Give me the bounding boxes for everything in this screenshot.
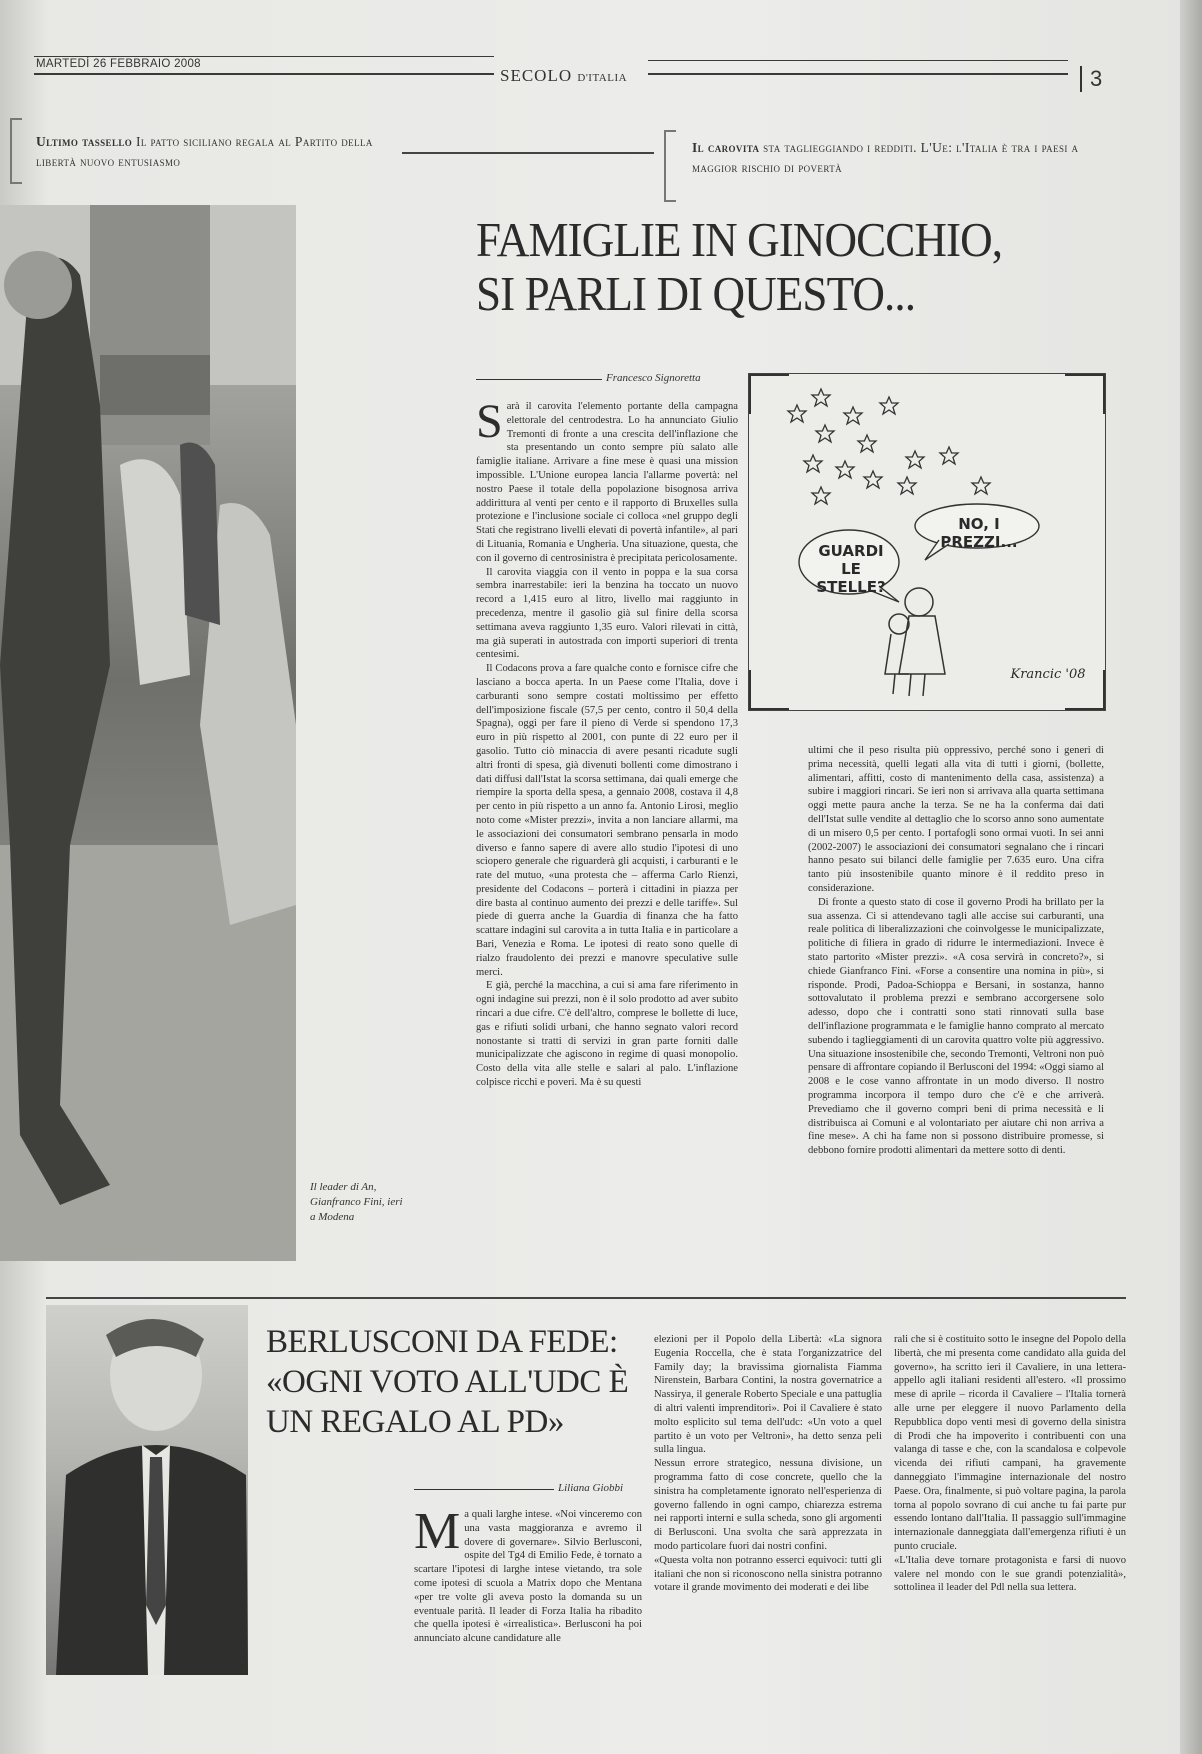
kicker-left-text: Il patto siciliano regala al Partito della libertà nuovo entusiasmo	[36, 134, 373, 169]
masthead-subtitle: D'ITALIA	[577, 72, 628, 84]
article2-column-2: elezioni per il Popolo della Libertà: «La signora Eugenia Roccella, che è stata l'organizzatrice del Family day; la bravissima giornalista Fiamma Nirenstein, Barbara Contini, la nostra governatrice a Nassirya, il generale Roberto Speciale e una pattuglia di altri valenti imprenditori». Poi il Cavaliere è stato molto esplicito sul tema dell'udc: «Un voto a quel partito è un voto per Veltroni», ha detto senza peli sulla lingua. Nessun errore strategico, nessuna divisione, un programma fatto di cose concrete, quello che la sinistra ha completamente ignorato nell'esperienza di governo fallendo in ogni campo, chiarezza estrema nei rapporti interni e sulla scheda, sono gli argomenti di Berlusconi. Una svolta che sarà apprezzata in modo particolare fuori dai nostri confini. «Questa volta non potranno esserci equivoci: tutti gli italiani che non si riconoscono nella sinistra potranno votare il grande movimento dei moderati e dei libe	[654, 1334, 882, 1594]
byline-2: Liliana Giobbi	[558, 1482, 624, 1494]
photo-berlusconi	[46, 1305, 248, 1675]
page-spine	[1180, 0, 1202, 1754]
cartoonist-signature: Krancic '08	[1010, 667, 1086, 682]
kicker-right-bracket	[664, 130, 676, 202]
paragraph: Il Codacons prova a fare qualche conto e fornisce cifre che lasciano a bocca aperta. In un Paese come l'Italia, dove i carburanti sono sempre costati moltissimo per effetto dell'imposizione fiscale (57,5 per cento, contro il 50,4 della Spagna), oggi per fare il pieno di Verde si spendono 17,3 euro in più rispetto al 2001, con punte di 22 euro per il gasolio. Tutto ciò minaccia di avere pesanti ricadute sugli altri fronti di spesa, già divenuti bollenti come dimostrano i dati diffusi dall'Istat la scorsa settimana, dai quali emerge che riempire la sporta della spesa, a gennaio 2008, costava il 4,8 per cento in più rispetto a un anno fa. Antonio Lirosi, meglio noto come «Mister prezzi», invita a non lanciare allarmi, ma le associazioni dei consumatori sembrano pensarla in modo diverso e fanno sapere di avere allo studio l'ipotesi di uno sciopero generale che riguarderà gli acquisti, i carburanti e le rate del mutuo, «una protesta che – afferma Carlo Rienzi, presidente del Codacons – porterà i cittadini in piazza per dire basta al continuo aumento dei prezzi e delle tariffe». Sul piede di guerra anche la Guardia di finanza che ha fatto scattare indagini sul carovita a in tutta Italia e in particolare a Bari, Venezia e Roma. Le ipotesi di reato sono quelle di rialzo fraudolento dei prezzi e manovre speculative sulle merci.	[476, 663, 738, 978]
article-column-2	[808, 744, 1104, 1272]
bubble-no-prezzi: NO, I PREZZI...	[940, 515, 1018, 551]
paragraph: E già, perché la macchina, a cui si ama fare riferimento in ogni indagine sui prezzi, non è il solo prodotto ad aver subito rincari a due cifre. C'è dell'altro, comprese le bollette di luce, gas e rifiuti solidi urbani, che hanno segnato valori record nonostante si tratti di servizi in gran parte forniti dalle municipalizzate che agiscono in regime di quasi monopolio. Costo della vita alle stelle e salari al palo. L'inflazione colpisce ricchi e poveri. Ma è su questi	[476, 980, 738, 1089]
paragraph: ultimi che il peso risulta più oppressivo, perché sono i generi di prima necessità, quelli legati alla vita di tutti i giorni, (bollette, alimentari, affitti, costo di mantenimento della casa, assistenza) a subire i maggiori rincari. Se ieri non si arrivava alla quarta settimana oggi mette paura anche la terza. Se ne ha la conferma dai dati dell'Istat sulle vendite al dettaglio che lo scorso anno sono aumentate di un misero 0,5 per cento. I portafogli sono ormai vuoti. In sei anni (2002-2007) le associazioni dei consumatori segnalano che i rincari hanno pesato sui bilanci delle famiglie per 7.635 euro. Una cifra tanto più insostenibile quanto minore è il reddito preso in considerazione.	[808, 745, 1104, 894]
kicker-left-bold: Ultimo tassello	[36, 134, 133, 149]
bubble-guardi-stelle: GUARDI LE STELLE?	[816, 542, 886, 596]
kicker-right-bold: Il carovita	[692, 140, 760, 155]
section-divider	[46, 1297, 1126, 1299]
cartoon-frame	[748, 373, 1106, 711]
figures-icon	[885, 588, 945, 696]
photo-fini-modena	[0, 205, 296, 1261]
header-rule-top-right	[648, 60, 1068, 61]
paragraph: Di fronte a questo stato di cose il governo Prodi ha brillato per la sua assenza. Ci si attendevano tagli alle accise sui carburanti, una reale politica di liberalizzazioni che coinvolgesse le municipalizzate, politiche di filiera in grado di ridurre le intermediazioni. Invece è stato partorito «Mister prezzi». «A cosa servirà in concreto?», si chiede Gianfranco Fini. «Forse a consentire una nomina in più», si risponde. Prodi, Padoa-Schioppa e Bersani, in sostanza, hanno sottovalutato il problema prezzi e sembrano accorgersene solo adesso, dopo che i contratti sono stati rinnovati sulla base dell'inflazione programmata e le famiglie hanno comprato al mercato subendo i taglieggiamenti di un carovita quattro volte più aggressivo. Una situazione insostenibile che, secondo Tremonti, Veltroni non può pensare di affrontare copiando il Berlusconi del 1994: «Oggi siamo al 2008 e le cose vanno affrontate in un modo diverso. Il nostro programma incorpora il tempo duro che c'è e che arriverà. Prevediamo che il governo compri beni di prima necessità e li distribuisca ai Comuni e al volontariato per aiutare chi non arriva a fine mese». A chi ha fame non si possono distribuire promesse, si debbono fornire prodotti alimentari da mettere sotto di denti.	[808, 896, 1104, 1157]
article2-column-1	[414, 1508, 642, 1740]
masthead-title: SECOLO	[500, 66, 573, 85]
article-headline	[476, 213, 1065, 321]
headline-line-1: FAMIGLIE IN GINOCCHIO,	[476, 212, 1003, 267]
paragraph: a quali larghe intese. «Noi vinceremo con una vasta maggioranza e avremo il dovere di governare». Silvio Berlusconi, ospite del Tg4 di Emilio Fede, è tornato a scartare l'ipotesi di larghe intese vietando, tra sole come ipotesi di scuola a Matrix dopo che Mentana «per tre volte gli aveva posto la domanda su un eventuale parità. Il leader di Forza Italia ha ribadito che quella ipotesi è «irrealistica». Berlusconi ha poi annunciato alcune candidature alle	[414, 1509, 642, 1645]
headline-line-2: SI PARLI DI QUESTO...	[476, 266, 916, 321]
masthead	[500, 66, 627, 86]
header-rule-right	[648, 73, 1068, 75]
kicker-left	[36, 132, 396, 172]
paragraph: Il carovita viaggia con il vento in poppa e la sua corsa sembra inarrestabile: ieri la benzina ha toccato un nuovo record a 1,415 euro al litro, livello mai raggiunto in precedenza, mentre il gasolio già sul finire della scorsa settimana aveva raggiunto 1,35 euro. Valori rilevati in città, ma già superati in autostrada con importi superiori di trenta centesimi.	[476, 566, 738, 661]
stars-icon	[788, 389, 990, 504]
article-column-1	[476, 400, 738, 1266]
article2-column-3: rali che si è costituito sotto le insegne del Popolo della libertà, che mi presenta come candidato alla guida del governo», ha scritto ieri il Cavaliere, in una lettera-appello agli italiani residenti all'estero. «Il prossimo mese di aprile – ricorda il Cavaliere – l'Italia tornerà alle urne per eleggere il nuovo Parlamento della Repubblica dopo venti mesi di governo della sinistra di Prodi che ha impoverito i contribuenti con una valanga di tasse e che, con la scandalosa e colpevole vicenda dei rifiuti campani, ha gravemente danneggiato l'immagine internazionale del nostro Paese. Ora, finalmente, si può voltare pagina, la parola torna al popolo sovrano di cui anche tu fai parte pur essendo lontano dall'Italia. Il passaggio sull'immagine internazionale danneggiata dall'emergenza rifiuti è un punto cruciale. «L'Italia deve tornare protagonista e farsi di nuovo valere nel mondo con le sue grandi potenzialità», sottolinea il leader del Pdl nella sua lettera.	[894, 1334, 1126, 1594]
byline-rule	[476, 379, 602, 380]
kicker-rule	[402, 152, 654, 154]
kicker-left-bracket	[10, 118, 22, 184]
byline: Francesco Signoretta	[606, 372, 701, 384]
drop-cap-2: M	[414, 1508, 461, 1560]
article2-headline: BERLUSCONI DA FEDE: «OGNI VOTO ALL'UDC È UN REGALO AL PD»	[266, 1324, 629, 1440]
page-number: 3	[1080, 66, 1102, 92]
kicker-right	[692, 138, 1112, 178]
header-rule	[34, 73, 494, 75]
byline-rule-2	[414, 1489, 554, 1490]
paragraph: arà il carovita l'elemento portante della campagna elettorale del centrodestra. Lo ha annunciato Giulio Tremonti di fronte a una crescita dell'inflazione che sta presentando un conto sempre più salato alle famiglie italiane. Arrivare a fine mese è quasi una mission impossible. L'Unione europea lancia l'allarme povertà: nel nostro Paese il totale della popolazione bisognosa arriva addirittura al venti per cento e il rapporto di Bruxelles sulla protezione e l'inclusione sociale ci colloca «nel gruppo degli Stati che registrano livelli elevati di povertà infantile», al pari di Lituania, Romania e Ungheria. Una situazione, questa, che con il governo di centrosinistra è precipitata pericolosamente.	[476, 401, 738, 564]
photo-caption: Il leader di An, Gianfranco Fini, ieri a Modena	[310, 1181, 403, 1223]
header-rule-top	[34, 56, 494, 57]
drop-cap: S	[476, 400, 503, 448]
issue-date: MARTEDÌ 26 FEBBRAIO 2008	[36, 58, 201, 70]
kicker-right-text: sta taglieggiando i redditi. L'Ue: l'Italia è tra i paesi a maggior rischio di povertà	[692, 140, 1079, 175]
